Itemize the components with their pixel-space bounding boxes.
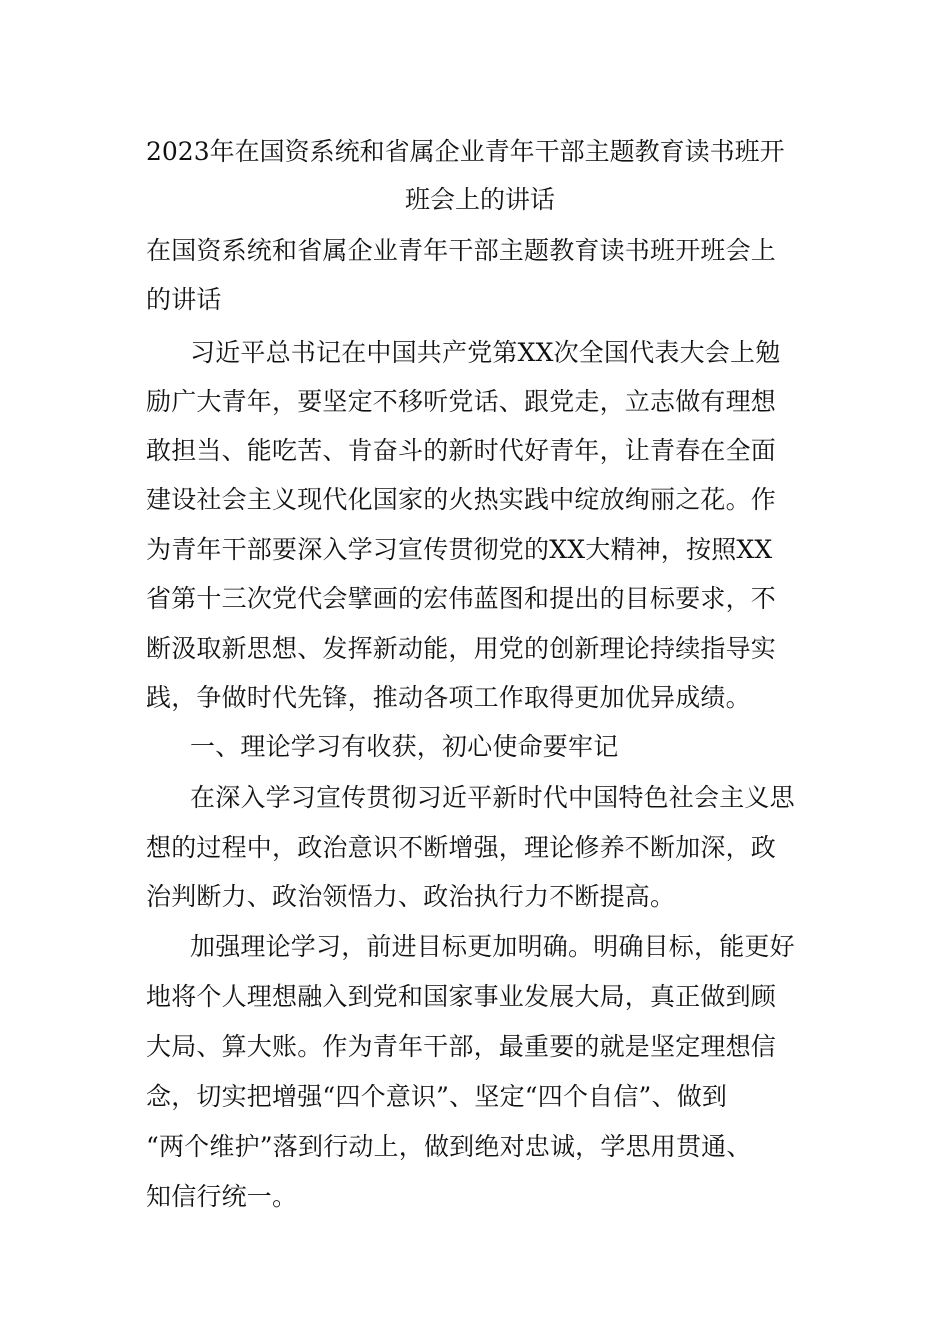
paragraph-3-line-5: “两个维护”落到行动上，做到绝对忠诚，学思用贯通、 (146, 1132, 752, 1161)
document-title-line-2: 班会上的讲话 (404, 185, 555, 214)
paragraph-1-line-6: 省第十三次党代会擘画的宏伟蓝图和提出的目标要求，不 (146, 584, 777, 613)
paragraph-1-line-3: 敢担当、能吃苦、肯奋斗的新时代好青年，让青春在全面 (146, 436, 777, 465)
paragraph-1-line-5: 为青年干部要深入学习宣传贯彻党的XX大精神，按照XX (146, 535, 773, 564)
paragraph-1-line-4: 建设社会主义现代化国家的火热实践中绽放绚丽之花。作 (146, 485, 777, 514)
subtitle-line-2: 的讲话 (146, 285, 222, 314)
paragraph-2-line-2: 想的过程中，政治意识不断增强，理论修养不断加深，政 (146, 833, 777, 862)
document-title-line-1: 2023年在国资系统和省属企业青年干部主题教育读书班开 (146, 137, 785, 166)
paragraph-2-line-1: 在深入学习宣传贯彻习近平新时代中国特色社会主义思 (190, 783, 795, 812)
paragraph-3-line-2: 地将个人理想融入到党和国家事业发展大局，真正做到顾 (146, 982, 777, 1011)
section-heading-1: 一、理论学习有收获，初心使命要牢记 (190, 732, 619, 761)
subtitle-line-1: 在国资系统和省属企业青年干部主题教育读书班开班会上 (146, 236, 777, 265)
paragraph-1-line-8: 践，争做时代先锋，推动各项工作取得更加优异成绩。 (146, 683, 751, 712)
paragraph-3-line-4: 念，切实把增强“四个意识”、坚定“四个自信”、做到 (146, 1082, 728, 1111)
paragraph-3-line-6: 知信行统一。 (146, 1182, 298, 1211)
paragraph-3-line-3: 大局、算大账。作为青年干部，最重要的就是坚定理想信 (146, 1032, 777, 1061)
paragraph-1-line-7: 断汲取新思想、发挥新动能，用党的创新理论持续指导实 (146, 634, 777, 663)
paragraph-1-line-1: 习近平总书记在中国共产党第XX次全国代表大会上勉 (190, 338, 781, 367)
paragraph-2-line-3: 治判断力、政治领悟力、政治执行力不断提高。 (146, 882, 676, 911)
paragraph-1-line-2: 励广大青年，要坚定不移听党话、跟党走，立志做有理想 (146, 387, 777, 416)
paragraph-3-line-1: 加强理论学习，前进目标更加明确。明确目标，能更好 (190, 932, 795, 961)
